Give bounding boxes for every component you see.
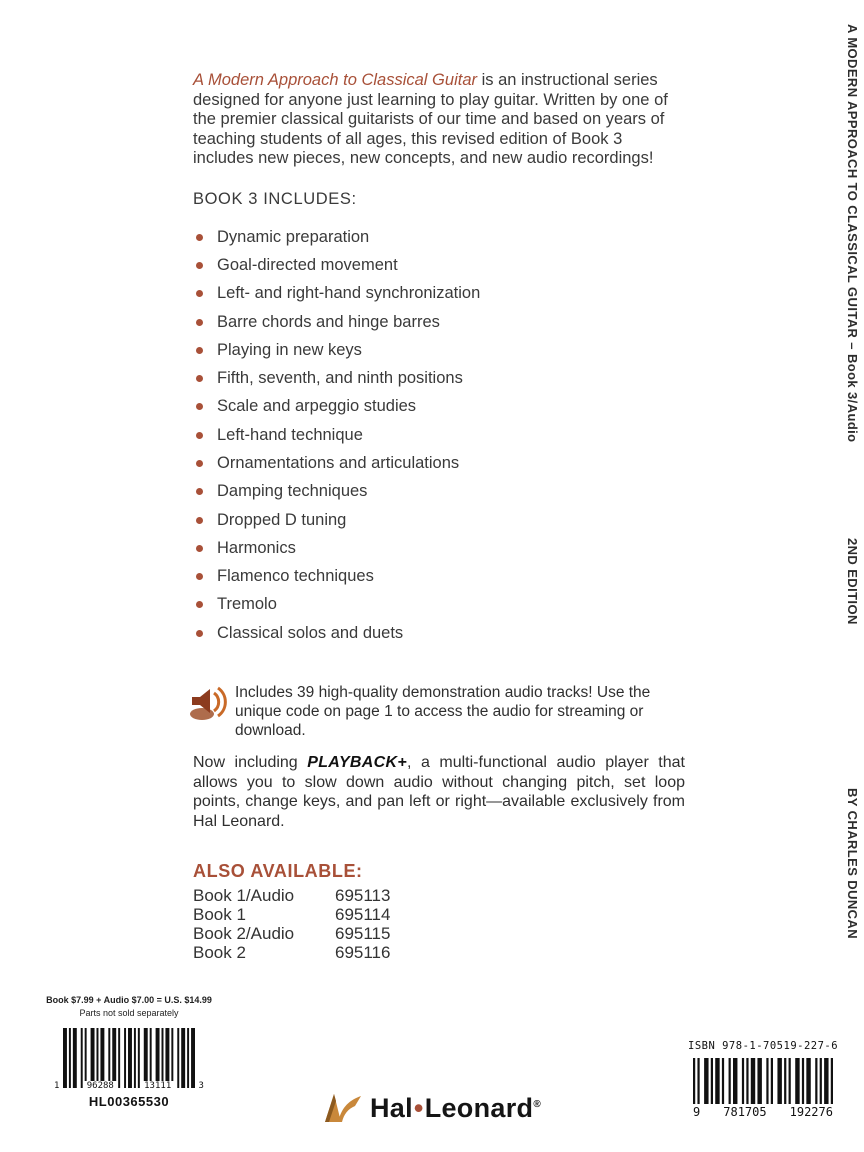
bullet-icon <box>196 573 203 580</box>
book-label: Book 1/Audio <box>193 886 295 906</box>
ean-digit-group: 192276 <box>789 1105 833 1119</box>
upc-digit: 3 <box>198 1081 204 1091</box>
book-code: 695116 <box>335 943 391 963</box>
registered-mark: ® <box>533 1098 541 1110</box>
list-item-label: Flamenco techniques <box>217 567 374 586</box>
parts-note: Parts not sold separately <box>79 1008 179 1018</box>
spine-author: BY CHARLES DUNCAN <box>845 788 860 940</box>
bullet-icon <box>196 432 203 439</box>
bullet-icon <box>196 403 203 410</box>
bullet-icon <box>196 460 203 467</box>
publisher-logo-icon <box>323 1092 363 1124</box>
spine-title: A MODERN APPROACH TO CLASSICAL GUITAR – Book 3/Audio <box>845 24 860 443</box>
list-item-label: Dynamic preparation <box>217 227 370 246</box>
publisher-dot: • <box>413 1092 424 1123</box>
list-item <box>193 619 685 647</box>
list-item-label: Damping techniques <box>217 482 368 501</box>
bullet-icon <box>196 347 203 354</box>
bullet-icon <box>196 262 203 269</box>
book-label: Book 2 <box>193 943 246 963</box>
publisher-logo <box>323 1092 541 1124</box>
upc-digit: 1 <box>54 1081 60 1091</box>
also-available-row <box>193 886 685 905</box>
book-label: Book 1 <box>193 905 246 925</box>
playback-brand: PLAYBACK+ <box>307 754 407 772</box>
upc-barcode <box>54 1028 204 1091</box>
ean-digit-group: 9 <box>693 1105 701 1119</box>
bullet-icon <box>196 601 203 608</box>
price-line: Book $7.99 + Audio $7.00 = U.S. $14.99 <box>46 995 212 1005</box>
also-available-heading: ALSO AVAILABLE: <box>193 861 363 882</box>
main-content <box>193 71 685 962</box>
book-code: 695113 <box>335 886 391 906</box>
list-item <box>193 280 685 308</box>
bullet-icon <box>196 517 203 524</box>
ean-barcode-bars <box>693 1058 833 1104</box>
list-item <box>193 563 685 591</box>
also-available-list <box>193 886 685 962</box>
also-available-row <box>193 905 685 924</box>
bullet-icon <box>196 630 203 637</box>
list-item-label: Scale and arpeggio studies <box>217 397 417 416</box>
audio-note: Includes 39 high-quality demonstration audio tracks! Use the unique code on page 1 to access the audio for streaming or download. <box>235 684 651 740</box>
also-available-row <box>193 943 685 962</box>
playback-note <box>193 753 685 831</box>
list-item <box>193 308 685 336</box>
book-code: 695114 <box>335 905 391 925</box>
list-item <box>193 449 685 477</box>
book-code: 695115 <box>335 924 391 944</box>
list-item <box>193 421 685 449</box>
list-item-label: Fifth, seventh, and ninth positions <box>217 369 463 388</box>
upc-digits <box>54 1081 204 1091</box>
ean-digit-group: 781705 <box>723 1105 767 1119</box>
speaker-icon <box>189 685 229 721</box>
list-item-label: Ornamentations and articulations <box>217 453 460 472</box>
playback-prefix: Now including <box>193 754 308 772</box>
list-item <box>193 251 685 279</box>
price-barcode-block <box>30 995 228 1109</box>
bullet-icon <box>196 488 203 495</box>
audio-note-row <box>193 683 685 740</box>
ean-digits <box>693 1105 833 1119</box>
ean-barcode <box>693 1058 833 1119</box>
publisher-name <box>370 1093 541 1124</box>
list-item <box>193 478 685 506</box>
playback-suffix: , a multi-functional audio player that allows you to slow down audio without changing pitch, set loop points, change keys, and pan left or right—available exclusively from Hal Leonard. <box>193 754 685 830</box>
upc-digit-group: 96288 <box>84 1081 117 1091</box>
bullet-icon <box>196 319 203 326</box>
publisher-part2: Leonard <box>424 1092 534 1123</box>
list-item-label: Harmonics <box>217 538 296 557</box>
list-item-label: Left- and right-hand synchronization <box>217 284 481 303</box>
list-item-label: Classical solos and duets <box>217 623 404 642</box>
list-item-label: Left-hand technique <box>217 425 363 444</box>
list-item <box>193 223 685 251</box>
intro-paragraph <box>193 71 685 169</box>
list-item <box>193 506 685 534</box>
book-label: Book 2/Audio <box>193 924 295 944</box>
bullet-icon <box>196 545 203 552</box>
upc-barcode-bars <box>63 1028 195 1088</box>
intro-text: is an instructional series designed for anyone just learning to play guitar. Written by one of the premier classical guitarists of our time and based on years of teaching students of all ages, this revised edition of Book 3 includes new pieces, new concepts, and new audio recordings! <box>193 71 668 168</box>
series-title: A Modern Approach to Classical Guitar <box>193 71 477 89</box>
also-available-row <box>193 924 685 943</box>
bullet-icon <box>196 234 203 241</box>
list-item <box>193 393 685 421</box>
bullet-icon <box>196 290 203 297</box>
bullet-icon <box>196 375 203 382</box>
list-item-label: Playing in new keys <box>217 340 362 359</box>
publisher-part1: Hal <box>370 1092 413 1123</box>
spine-edition: 2ND EDITION <box>845 538 860 625</box>
list-item-label: Goal-directed movement <box>217 255 398 274</box>
list-item-label: Dropped D tuning <box>217 510 347 529</box>
list-item <box>193 591 685 619</box>
upc-digit-group: 13111 <box>141 1081 174 1091</box>
hl-catalog-number: HL00365530 <box>88 1094 170 1109</box>
isbn-block <box>688 1040 838 1119</box>
list-item <box>193 364 685 392</box>
isbn-label: ISBN 978-1-70519-227-6 <box>688 1040 839 1052</box>
includes-heading: BOOK 3 INCLUDES: <box>193 189 357 208</box>
list-item-label: Tremolo <box>217 595 277 614</box>
includes-list <box>193 223 685 647</box>
list-item <box>193 336 685 364</box>
list-item <box>193 534 685 562</box>
list-item-label: Barre chords and hinge barres <box>217 312 440 331</box>
